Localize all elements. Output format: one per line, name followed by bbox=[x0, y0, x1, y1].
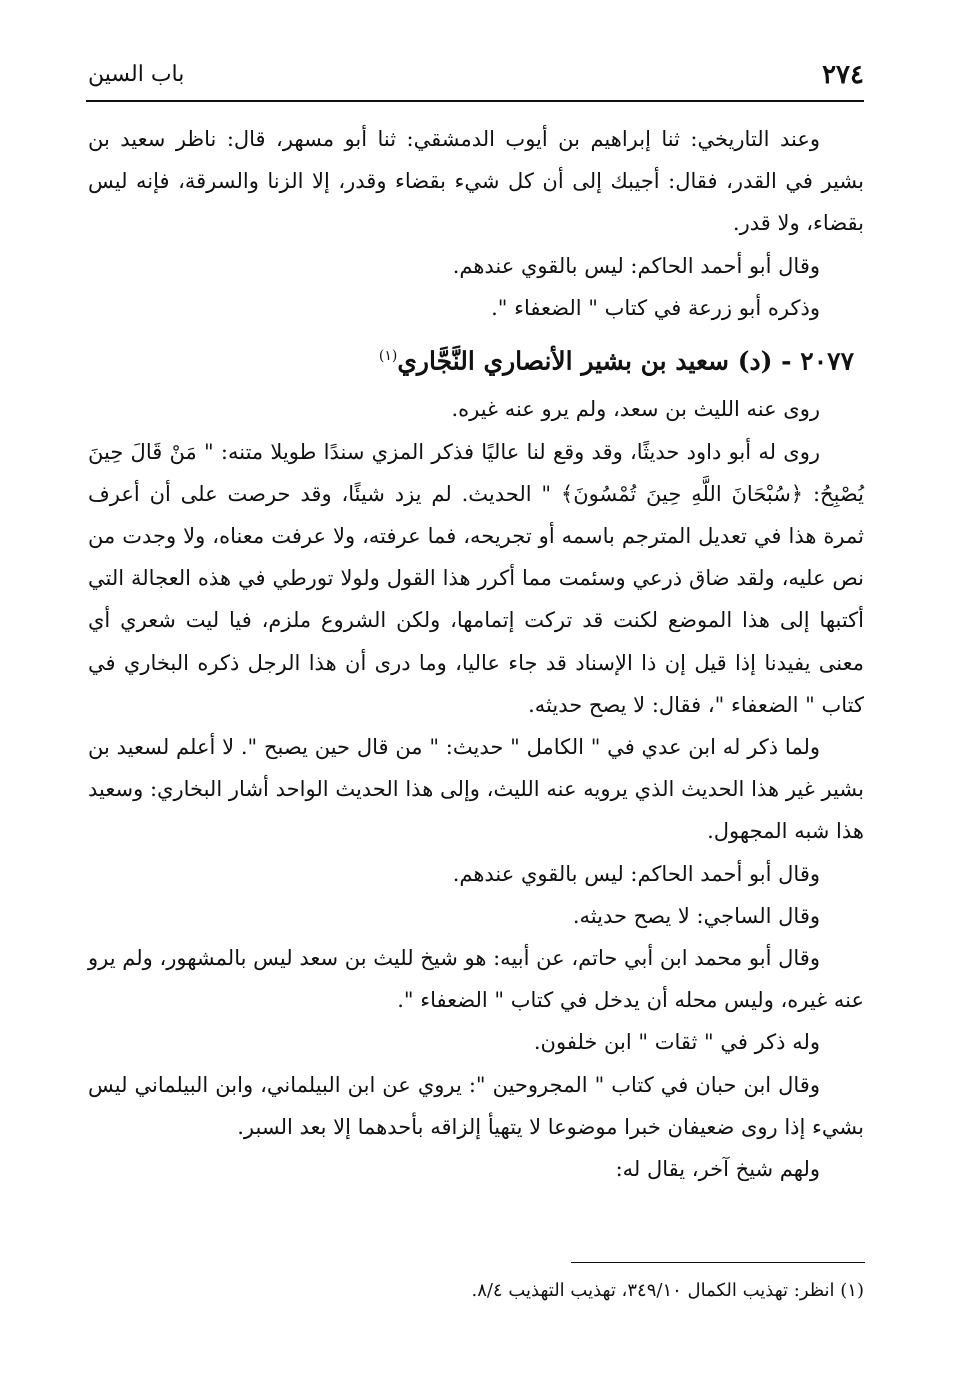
header-rule bbox=[86, 100, 864, 102]
footnote-rule bbox=[571, 1262, 865, 1263]
paragraph: وعند التاريخي: ثنا إبراهيم بن أيوب الدمشقي: ثنا أبو مسهر، قال: ناظر سعيد بن بشير في القدر، فقال: أجيبك إلى أن كل شيء بقضاء وقدر، إلا الزنا والسرقة، فإنه ليس بقضاء، ولا قدر. bbox=[88, 127, 864, 236]
paragraph: وذكره أبو زرعة في كتاب " الضعفاء ". bbox=[491, 295, 820, 320]
paragraph: ولما ذكر له ابن عدي في " الكامل " حديث: " من قال حين يصبح ". لا أعلم لسعيد بن بشير غير هذا الحديث الذي يرويه عنه الليث، وإلى هذا الحديث الواحد أشار البخاري: وسعيد هذا شبه المجهول. bbox=[88, 734, 864, 844]
chapter-title: باب السين bbox=[88, 62, 185, 87]
main-text bbox=[88, 118, 864, 1190]
entry-heading-text: ٢٠٧٧ - (د) سعيد بن بشير الأنصاري النَّجَّاري bbox=[397, 346, 854, 376]
footnote: (١) انظر: تهذيب الكمال ٣٤٩/١٠، تهذيب التهذيب ٨/٤. bbox=[471, 1280, 864, 1301]
paragraph: روى عنه الليث بن سعد، ولم يرو عنه غيره. bbox=[451, 397, 820, 422]
footnote-reference: (١) bbox=[378, 348, 398, 365]
paragraph: روى له أبو داود حديثًا، وقد وقع لنا عاليًا فذكر المزي سندًا طويلا متنه: " مَنْ قَالَ حِينَ يُصْبِحُ: ﴿سُبْحَانَ اللَّهِ حِينَ تُمْسُونَ﴾ " الحديث. لم يزد شيئًا، وقد حرصت على أن أعرف ثمرة هذا في تعديل المترجم باسمه أو تجريحه، فما عرفته، ولا عرفت معناه، ولا وجدت من نص عليه، ولقد ضاق ذرعي وسئمت مما أكرر هذا القول ولولا تورطي في هذه العجالة التي أكتبها إلى هذا الموضع لكنت قد تركت إتمامها، ولكن الشروع ملزم، فيا ليت شعري أي معنى يفيدنا إذا قيل إن ذا الإسناد قد جاء عاليا، وما درى أن هذا الرجل ذكره البخاري في كتاب " الضعفاء "، فقال: لا يصح حديثه. bbox=[88, 439, 865, 717]
running-header bbox=[88, 58, 864, 102]
entry-heading bbox=[88, 329, 864, 388]
page-number: ٢٧٤ bbox=[822, 60, 864, 90]
paragraph: وقال أبو محمد ابن أبي حاتم، عن أبيه: هو شيخ لليث بن سعد ليس بالمشهور، ولم يرو عنه غيره، وليس محله أن يدخل في كتاب " الضعفاء ". bbox=[88, 945, 864, 1013]
paragraph: وقال أبو أحمد الحاكم: ليس بالقوي عندهم. bbox=[452, 861, 820, 886]
paragraph: وقال الساجي: لا يصح حديثه. bbox=[572, 903, 820, 928]
paragraph: وقال أبو أحمد الحاكم: ليس بالقوي عندهم. bbox=[452, 253, 820, 278]
paragraph: وقال ابن حبان في كتاب " المجروحين ": يروي عن ابن البيلماني، وابن البيلماني ليس بشيء إذا روى ضعيفان خبرا موضوعا لا يتهيأ إلزاقه بأحدهما إلا بعد السبر. bbox=[88, 1072, 864, 1139]
paragraph: ولهم شيخ آخر، يقال له: bbox=[615, 1157, 820, 1181]
paragraph: وله ذكر في " ثقات " ابن خلفون. bbox=[533, 1030, 820, 1055]
